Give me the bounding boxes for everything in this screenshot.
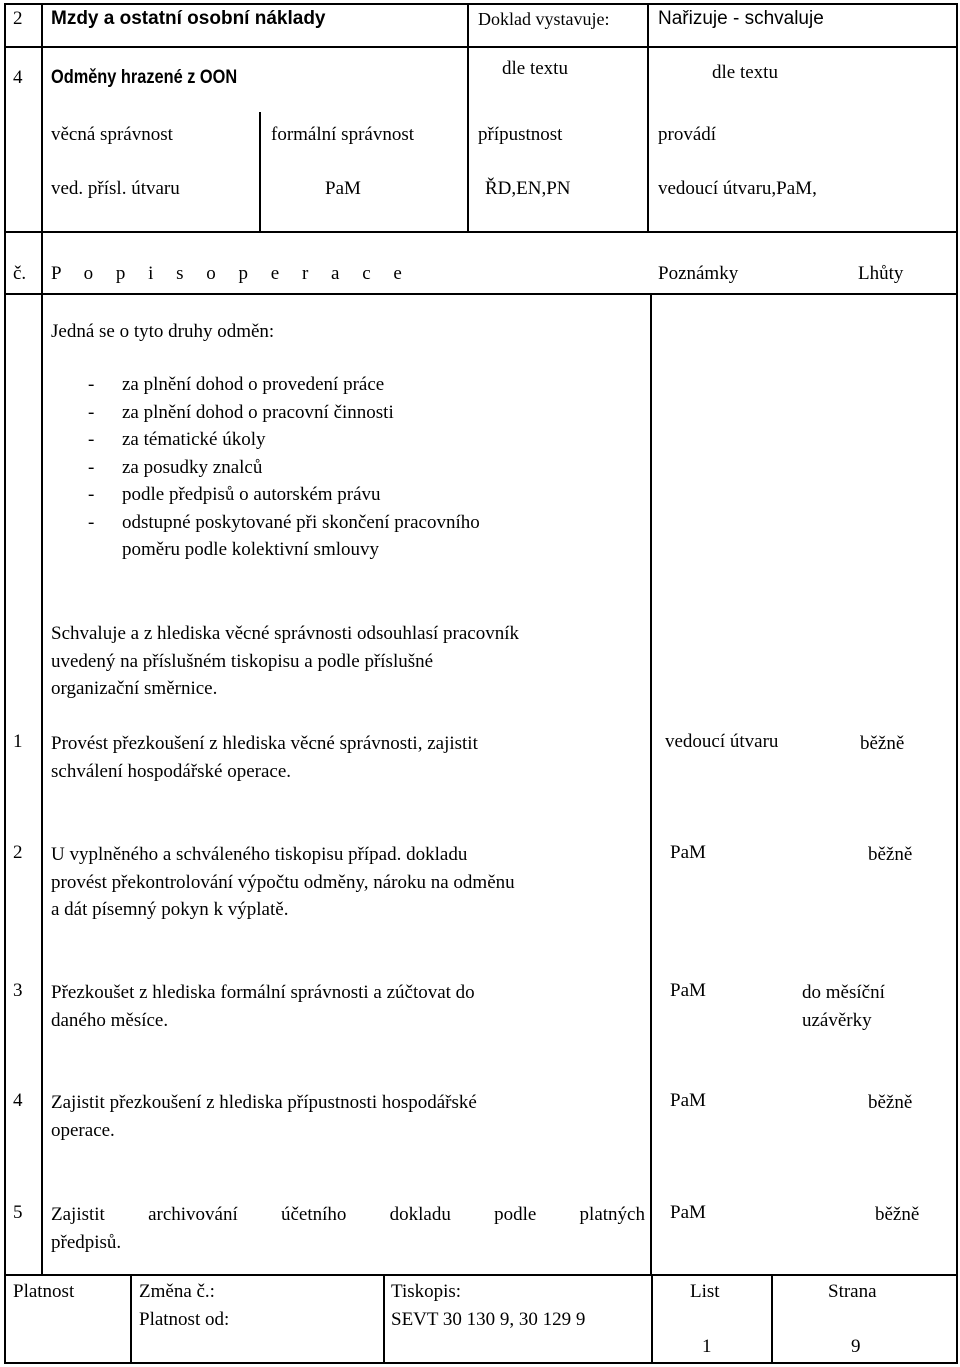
footer-valid-from-label: Platnost od: — [139, 1309, 230, 1330]
footer-form-label: Tiskopis: — [391, 1281, 462, 1302]
list-dash: - — [88, 429, 95, 450]
list-item — [88, 454, 480, 482]
operation-deadline — [802, 979, 885, 1034]
column-description: P o p i s o p e r a c e — [51, 263, 411, 284]
list-item-text: odstupné poskytované při skončení pracovního — [122, 511, 480, 533]
list-dash: - — [88, 374, 95, 395]
intro-lead: Jedná se o tyto druhy odměn: — [51, 321, 275, 342]
operation-line: a dát písemný pokyn k výplatě. — [51, 899, 289, 920]
operation-deadline — [868, 1089, 912, 1117]
approval-line: Schvaluje a z hlediska věcné správnosti odsouhlasí pracovník — [51, 623, 520, 644]
border-check-1 — [259, 112, 261, 233]
footer-validity-label: Platnost — [13, 1281, 75, 1302]
border-footer-3 — [651, 1274, 653, 1364]
operation-number: 3 — [13, 980, 23, 1001]
border-col-num — [41, 3, 43, 1276]
border-check-3 — [647, 3, 649, 233]
operation-description — [51, 730, 478, 785]
operation-deadline — [875, 1201, 919, 1229]
footer-page-value: 9 — [851, 1336, 861, 1357]
footer-form-value: SEVT 30 130 9, 30 129 9 — [391, 1309, 586, 1330]
header-chapter-number: 2 — [13, 8, 23, 29]
operation-number: 1 — [13, 731, 23, 752]
order-value: dle textu — [712, 62, 778, 83]
approval-line: uvedený na příslušném tiskopisu a podle příslušné — [51, 650, 434, 672]
operation-line: U vyplněného a schváleného tiskopisu případ. dokladu — [51, 844, 468, 865]
operation-line: Zajistit archivování účetního dokladu podle platných — [51, 1204, 645, 1225]
operation-line: daného měsíce. — [51, 1009, 169, 1031]
border-top — [4, 3, 958, 5]
border-footer-2 — [383, 1274, 385, 1364]
doc-issuer-value: dle textu — [502, 58, 568, 79]
operation-description — [51, 1201, 645, 1256]
operation-note: PaM — [670, 842, 706, 863]
border-left — [4, 3, 6, 1364]
deadline-line: běžně — [860, 733, 905, 754]
column-number: č. — [13, 263, 27, 284]
operation-deadline — [868, 841, 912, 869]
approval-paragraph — [51, 620, 519, 703]
list-item — [88, 426, 480, 454]
border-right — [956, 3, 958, 1364]
check-material-label: věcná správnost — [51, 124, 173, 145]
check-formal-value: PaM — [325, 178, 361, 199]
footer-page-label: Strana — [828, 1281, 877, 1302]
order-label: Nařizuje - schvaluje — [658, 8, 824, 29]
footer-list-label: List — [690, 1281, 720, 1302]
operation-line: provést překontrolování výpočtu odměny, nároku na odměnu — [51, 871, 515, 893]
border-columns-bottom — [4, 293, 958, 295]
check-admissibility-label: přípustnost — [478, 124, 563, 145]
operation-number: 5 — [13, 1202, 23, 1223]
deadline-line: běžně — [868, 1092, 913, 1113]
deadline-line: běžně — [875, 1204, 920, 1225]
check-performs-value: vedoucí útvaru,PaM, — [658, 178, 817, 199]
footer-change-label: Změna č.: — [139, 1281, 215, 1302]
border-header-mid — [4, 46, 958, 48]
list-item — [88, 509, 480, 537]
operation-note: PaM — [670, 980, 706, 1001]
list-item — [88, 481, 480, 509]
list-item — [88, 371, 480, 399]
border-header-bottom — [4, 231, 958, 233]
list-dash: - — [88, 456, 95, 478]
list-item-text: za posudky znalců — [122, 456, 263, 478]
operation-line: Zajistit přezkoušení z hlediska přípustnosti hospodářské — [51, 1092, 477, 1113]
operation-line: předpisů. — [51, 1231, 122, 1253]
check-formal-label: formální správnost — [271, 124, 415, 145]
reward-type-list — [88, 371, 480, 564]
operation-deadline — [860, 730, 904, 758]
operation-note: vedoucí útvaru — [665, 731, 779, 752]
operation-description — [51, 1089, 477, 1144]
operation-number: 4 — [13, 1090, 23, 1111]
list-item-text: za tématické úkoly — [122, 429, 266, 450]
list-dash: - — [88, 401, 95, 423]
operation-line: operace. — [51, 1119, 115, 1141]
border-notes-col — [650, 293, 652, 1276]
border-footer-top — [4, 1274, 958, 1276]
approval-line: organizační směrnice. — [51, 678, 218, 699]
check-material-value: ved. přísl. útvaru — [51, 178, 180, 199]
border-footer-4 — [771, 1274, 773, 1364]
deadline-line: do měsíční — [802, 982, 885, 1003]
header-subtitle: Odměny hrazené z OON — [51, 67, 238, 88]
doc-issuer-label: Doklad vystavuje: — [478, 9, 610, 29]
operation-note: PaM — [670, 1090, 706, 1111]
list-dash: - — [88, 511, 95, 533]
header-section-number: 4 — [13, 67, 23, 88]
list-item — [88, 536, 480, 564]
header-title: Mzdy a ostatní osobní náklady — [51, 8, 326, 29]
list-item — [88, 399, 480, 427]
operation-description — [51, 841, 515, 924]
check-admissibility-value: ŘD,EN,PN — [485, 178, 571, 199]
list-item-text: za plnění dohod o provedení práce — [122, 374, 385, 395]
deadline-line: uzávěrky — [802, 1009, 872, 1031]
column-notes: Poznámky — [658, 263, 739, 284]
border-bottom — [4, 1362, 958, 1364]
deadline-line: běžně — [868, 844, 913, 865]
border-check-2 — [467, 3, 469, 233]
column-deadlines: Lhůty — [858, 263, 904, 284]
operation-description — [51, 979, 475, 1034]
list-item-text: za plnění dohod o pracovní činnosti — [122, 401, 394, 423]
border-footer-1 — [130, 1274, 132, 1364]
footer-list-value: 1 — [702, 1336, 712, 1357]
list-dash: - — [88, 484, 95, 505]
operation-number: 2 — [13, 842, 23, 863]
operation-note: PaM — [670, 1202, 706, 1223]
operation-line: Přezkoušet z hlediska formální správnosti a zúčtovat do — [51, 982, 475, 1003]
operation-line: schválení hospodářské operace. — [51, 760, 292, 782]
list-item-text: poměru podle kolektivní smlouvy — [122, 539, 380, 560]
check-performs-label: provádí — [658, 124, 717, 145]
operation-line: Provést přezkoušení z hlediska věcné správnosti, zajistit — [51, 733, 478, 754]
list-item-text: podle předpisů o autorském právu — [122, 484, 381, 505]
